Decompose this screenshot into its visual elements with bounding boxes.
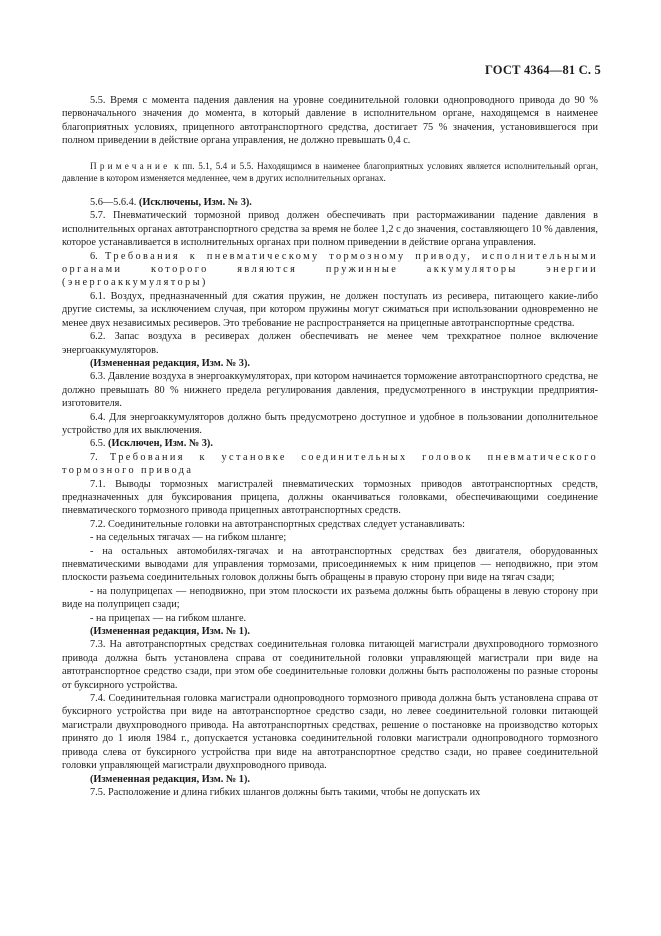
paragraph-7-4: 7.4. Соединительная головка магистрали однопроводного тормозного привода должна быть установлена справа от буксирного устройства при виде на автотранспортное средство сзади, но левее соединительной головки питающей магистрали двухпроводного привода. На автотранспортных средствах, решение о постановке на производство которых принято до 1 июля 1984 г., допускается установка соединительной головки магистрали однопроводного тормозного привода слева от буксирного устройства при виде на автотранспортное средство сзади, но правее соединительной головки управляющей магистрали двухпроводного привода. xyxy=(62,693,598,772)
amendment-note xyxy=(62,773,598,786)
amendment-text: (Измененная редакция, Изм. № 1). xyxy=(90,773,250,785)
section-title: Требования к установке соединительных головок пневматического тормозного привода xyxy=(62,451,598,477)
excluded-note: (Исключены, Изм. № 3). xyxy=(138,197,252,209)
note-text: к пп. 5.1, 5.4 и 5.5. Находящимся в наименее благоприятных условиях является исполнительный орган, давление в котором изменяется медленнее, чем в других исполнительных органах. xyxy=(62,160,598,183)
list-item: - на прицепах — на гибком шланге. xyxy=(90,612,247,624)
note-block xyxy=(62,160,598,184)
paragraph-7-1: 7.1. Выводы тормозных магистралей пневматических тормозных приводов автотранспортных средств, предназначенных для буксирования прицепа, должны оканчиваться головками, обеспечивающими соединение пневматического тормозного привода прицепных автотранспортных средств. xyxy=(62,478,598,517)
paragraph-7-3: 7.3. На автотранспортных средствах соединительная головка питающей магистрали двухпроводного тормозного привода должна быть установлена справа от соединительной головки управляющей магистрали при виде на автотранспортное средство сзади, при этом обе соединительные головки должны быть расположены по разные стороны от буксирного устройства. xyxy=(62,639,598,691)
section-number: 7. xyxy=(90,451,110,463)
amendment-text: (Измененная редакция, Изм. № 3). xyxy=(90,357,250,369)
excluded-note: (Исключен, Изм. № 3). xyxy=(108,438,213,450)
document-body xyxy=(62,94,598,799)
paragraph-number: 6.5. xyxy=(90,438,109,450)
section-7-heading xyxy=(62,451,598,478)
section-number: 6. xyxy=(90,250,106,262)
list-item: - на полуприцепах — неподвижно, при этом плоскости их разъема должны быть обращены в левую сторону при виде на полуприцеп сзади; xyxy=(62,585,598,611)
list-item: - на остальных автомобилях-тягачах и на автотранспортных средствах без двигателя, оборудованных пневматическими выводами для управления тормозами, присоединяемых к ним прицепов — неподвижно, при этом плоскости разъема соединительных головок должны быть обращены в правую сторону при виде на тягач сзади; xyxy=(62,545,598,584)
paragraph-number: 5.6—5.6.4. xyxy=(90,197,139,209)
paragraph-5-5: 5.5. Время с момента падения давления на уровне соединительной головки однопроводного привода до 90 % первоначального значения до момента, в который давление в исполнительном органе, находящемся в наименее благоприятных условиях, прицепного автотранспортного средства, достигает 75 % значения, установившегося при полном приведении в действие органа управления, не должно превышать 0,4 с. xyxy=(62,95,598,147)
amendment-note xyxy=(62,625,598,638)
paragraph-6-2: 6.2. Запас воздуха в ресиверах должен обеспечивать не менее чем трехкратное полное включение энергоаккумуляторов. xyxy=(62,331,598,356)
note-label: Примечание xyxy=(90,160,171,171)
paragraph-6-4: 6.4. Для энергоаккумуляторов должно быть предусмотрено доступное и удобное в пользовании дополнительное устройство для их выключения. xyxy=(62,411,598,436)
paragraph-6-5 xyxy=(62,437,598,450)
paragraph-5-7: 5.7. Пневматический тормозной привод должен обеспечивать при растормаживании падение давления в исполнительных органах автотранспортного средства за время не более 1,2 с до значения, составляющего 10 % давления, которое устанавливается в исполнительных органах при полном приведении в действие органа управления. xyxy=(62,210,598,249)
list-item: - на седельных тягачах — на гибком шланге; xyxy=(90,532,287,544)
paragraph-7-5: 7.5. Расположение и длина гибких шлангов должны быть такими, чтобы не допускать их xyxy=(90,786,481,798)
paragraph-6-1: 6.1. Воздух, предназначенный для сжатия пружин, не должен поступать из ресивера, питающего какие-либо другие системы, за исключением случая, при котором пружины могут сжиматься при использовании одновременно не менее двух независимых ресиверов. Это требование не распространяется на прицепные автотранспортные средства. xyxy=(62,290,598,329)
paragraph-5-6 xyxy=(62,196,598,209)
section-title: Требования к пневматическому тормозному приводу, исполнительными органами которого являются пружинные аккумуляторы энергии (энергоаккумуляторы) xyxy=(62,250,599,289)
amendment-note xyxy=(62,357,598,370)
paragraph-6-3: 6.3. Давление воздуха в энергоаккумуляторах, при котором начинается торможение автотранспортного средства, не должно превышать 80 % нижнего предела регулирования давления, предусмотренного в инструкции предприятия-изготовителя. xyxy=(62,371,598,410)
amendment-text: (Измененная редакция, Изм. № 1). xyxy=(90,626,250,638)
section-6-heading xyxy=(62,250,598,290)
paragraph-7-2: 7.2. Соединительные головки на автотранспортных средствах следует устанавливать: xyxy=(90,518,465,530)
page-header: ГОСТ 4364—81 С. 5 xyxy=(484,63,601,77)
